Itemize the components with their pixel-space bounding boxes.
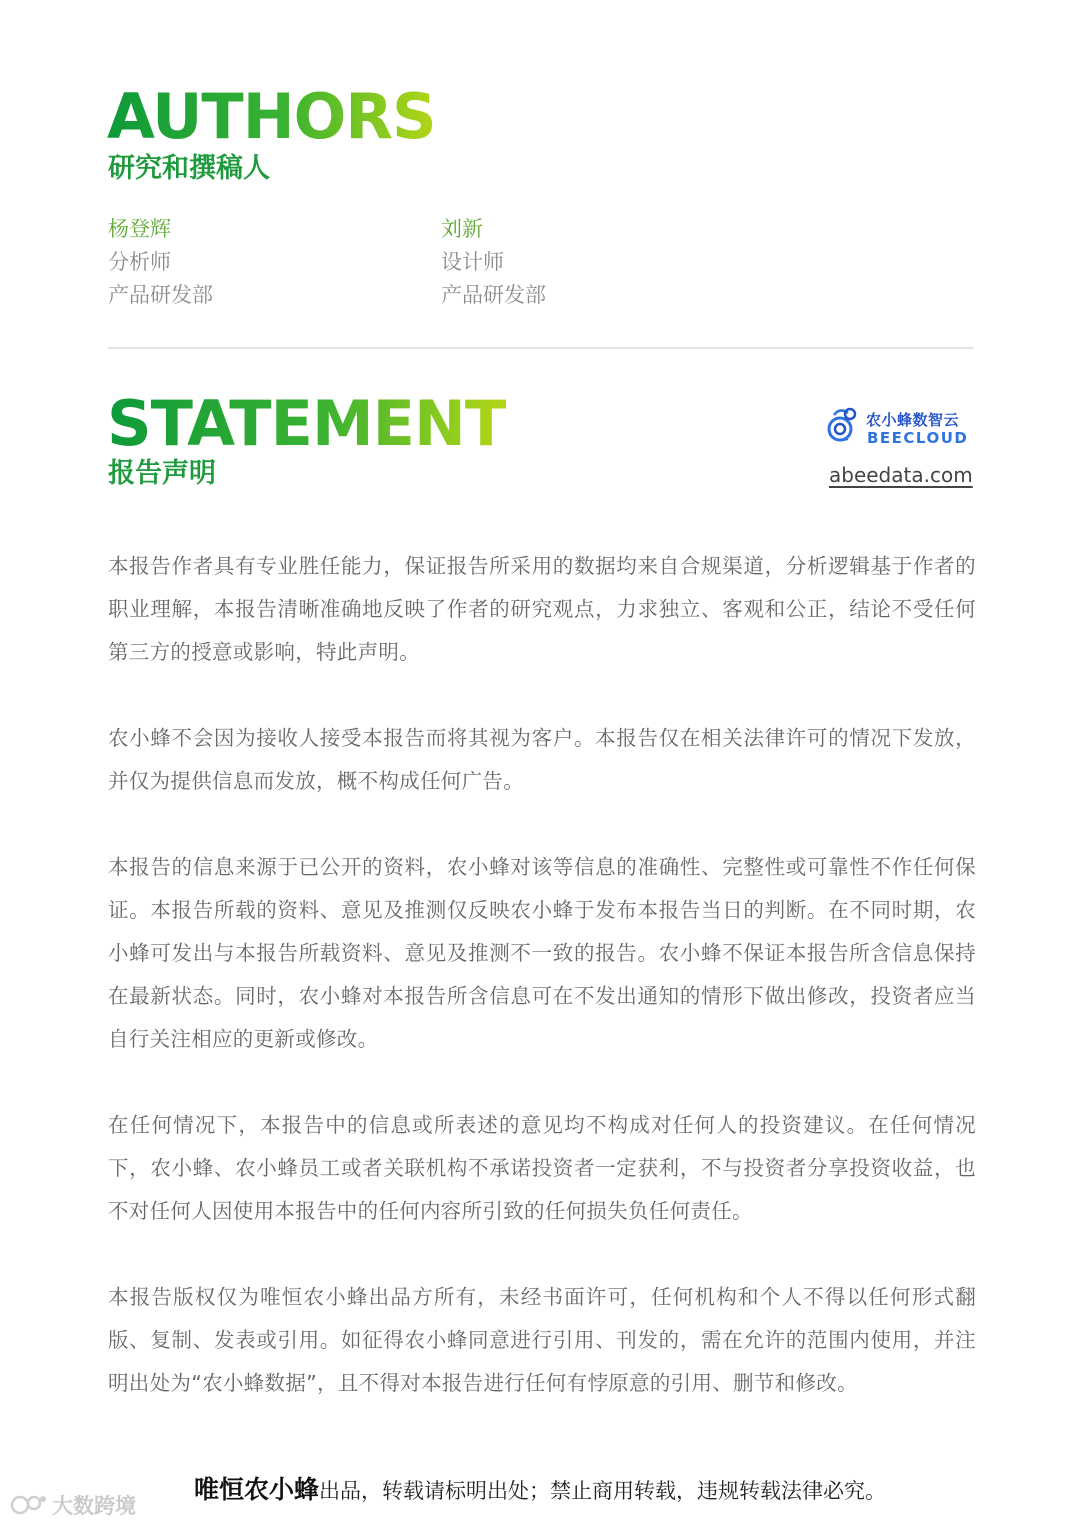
author-card (108, 213, 213, 312)
author-name: 刘新 (441, 217, 483, 241)
footer-brand: 唯恒农小蜂 (193, 1475, 319, 1504)
statement-body (108, 545, 976, 1448)
authors-subtitle: 研究和撰稿人 (108, 153, 270, 184)
footer-text: 出品，转载请标明出处；禁止商用转载，违规转载法律必究。 (319, 1479, 886, 1503)
statement-paragraph: 农小蜂不会因为接收人接受本报告而将其视为客户。本报告仅在相关法律许可的情况下发放，并仅为提供信息而发放，概不构成任何广告。 (108, 726, 976, 793)
footer-notice (0, 1470, 1080, 1506)
authors-title: AUTHORS (107, 80, 436, 153)
author-dept: 产品研发部 (441, 283, 546, 307)
statement-paragraph: 在任何情况下，本报告中的信息或所表述的意见均不构成对任何人的投资建议。在任何情况下，农小蜂、农小蜂员工或者关联机构不承诺投资者一定获利，不与投资者分享投资收益，也不对任何人因使用本报告中的任何内容所引致的任何损失负任何责任。 (108, 1113, 976, 1223)
statement-title: STATEMENT (107, 387, 507, 460)
logo-cn-text: 农小蜂数智云 (866, 411, 960, 429)
author-dept: 产品研发部 (108, 283, 213, 307)
watermark (10, 1490, 136, 1522)
watermark-text: 大数跨境 (52, 1494, 136, 1518)
author-role: 设计师 (441, 250, 504, 274)
bee-icon (826, 405, 862, 449)
author-card (441, 213, 546, 312)
watermark-logo-icon (10, 1493, 48, 1522)
section-divider (108, 347, 974, 349)
logo-en-text: BEECLOUD (867, 429, 969, 447)
website-link[interactable]: abeedata.com (829, 463, 973, 487)
statement-paragraph: 本报告的信息来源于已公开的资料，农小蜂对该等信息的准确性、完整性或可靠性不作任何保证。本报告所载的资料、意见及推测仅反映农小蜂于发布本报告当日的判断。在不同时期，农小蜂可发出与本报告所载资料、意见及推测不一致的报告。农小蜂不保证本报告所含信息保持在最新状态。同时，农小蜂对本报告所含信息可在不发出通知的情形下做出修改，投资者应当自行关注相应的更新或修改。 (108, 855, 976, 1051)
statement-subtitle: 报告声明 (108, 458, 216, 489)
author-role: 分析师 (108, 250, 171, 274)
author-name: 杨登辉 (108, 217, 171, 241)
statement-paragraph: 本报告版权仅为唯恒农小蜂出品方所有，未经书面许可，任何机构和个人不得以任何形式翻版、复制、发表或引用。如征得农小蜂同意进行引用、刊发的，需在允许的范围内使用，并注明出处为“农小蜂数据”，且不得对本报告进行任何有悖原意的引用、删节和修改。 (108, 1285, 976, 1395)
statement-paragraph: 本报告作者具有专业胜任能力，保证报告所采用的数据均来自合规渠道，分析逻辑基于作者的职业理解，本报告清晰准确地反映了作者的研究观点，力求独立、客观和公正，结论不受任何第三方的授意或影响，特此声明。 (108, 554, 976, 664)
